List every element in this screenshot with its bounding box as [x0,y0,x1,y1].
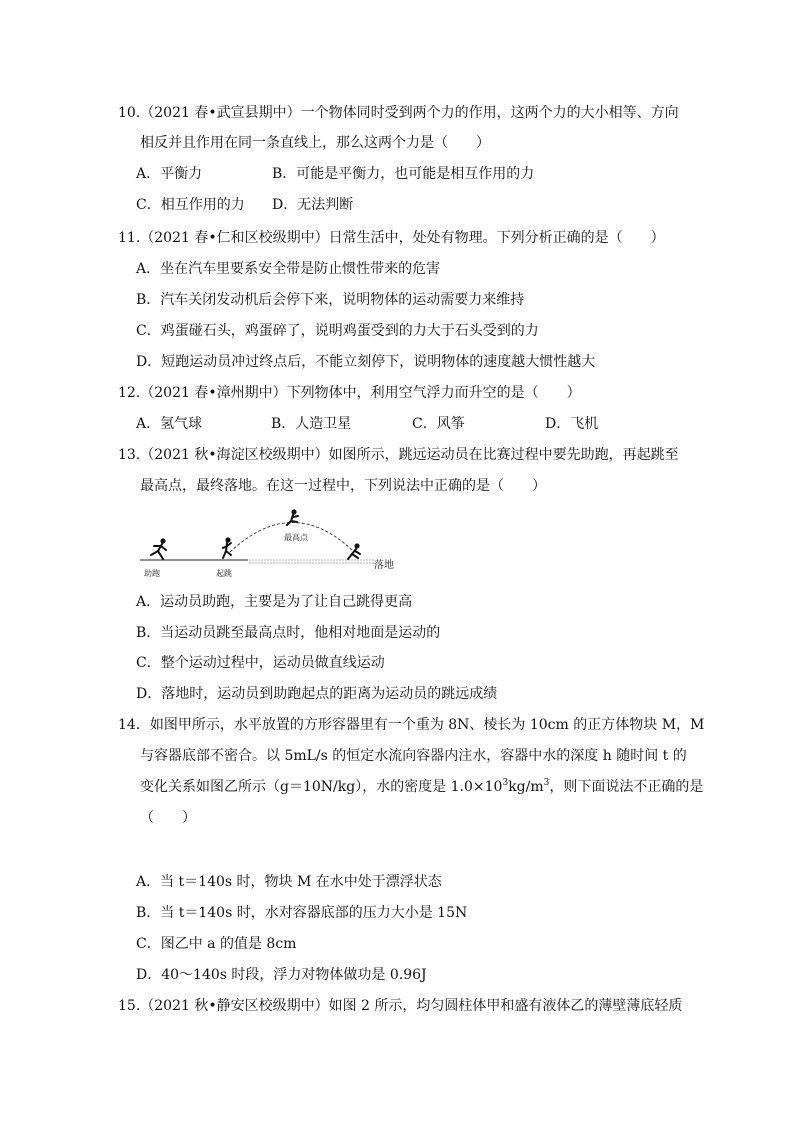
q14-line3-tail: ，则下面说法不正确的是 [549,779,704,795]
runner-figure [151,538,166,559]
q10-stem-line1: 10.（2021 春•武宣县期中）一个物体同时受到两个力的作用，这两个力的大小相等、方向 [118,105,679,121]
q12-option-a: A．氢气球 [136,416,203,432]
q11-option-c: C．鸡蛋碰石头，鸡蛋碎了，说明鸡蛋受到的力大于石头受到的力 [136,323,539,339]
q13-option-c: C．整个运动过程中，运动员做直线运动 [136,655,385,671]
label-jump: 起跳 [216,569,232,578]
q10-option-d: D．无法判断 [272,197,354,213]
q13-option-d: D．落地时，运动员到助跑起点的距离为运动员的跳远成绩 [136,686,498,702]
q11-option-a: A．坐在汽车里要系安全带是防止惯性带来的危害 [136,261,441,277]
q14-stem-line1: 14．如图甲所示，水平放置的方形容器里有一个重为 8N、棱长为 10cm 的正方体物块 M，M [118,717,705,733]
q14-option-d: D．40～140s 时段，浮力对物体做功是 0.96J [136,967,427,983]
q14-option-c: C．图乙中 a 的值是 8cm [136,936,297,952]
q14-stem-line4: （ ） [140,810,196,826]
long-jump-figure [138,502,404,582]
label-run: 助跑 [144,569,160,578]
q12-option-c: C．风筝 [412,416,465,432]
sand-pit [248,558,374,564]
q13-stem-line2: 最高点，最终落地。在这一过程中，下列说法中正确的是（ ） [140,478,546,494]
q13-option-a: A．运动员助跑，主要是为了让自己跳得更高 [136,594,413,610]
q15-stem-line1: 15.（2021 秋•静安区校级期中）如图 2 所示，均匀圆柱体甲和盛有液体乙的薄壁薄底轻质 [118,998,683,1014]
q14-option-a: A．当 t＝140s 时，物块 M 在水中处于漂浮状态 [136,874,442,890]
label-top: 最高点 [284,533,308,542]
q12-stem-line1: 12.（2021 春•漳州期中）下列物体中，利用空气浮力而升空的是（ ） [118,385,581,401]
q11-option-d: D．短跑运动员冲过终点后，不能立刻停下，说明物体的速度越大惯性越大 [136,354,596,370]
q14-exponent-2: 3 [543,778,550,788]
takeoff-figure [223,537,231,558]
q12-option-d: D．飞机 [545,416,599,432]
label-land: 落地 [374,560,394,571]
landing-figure [348,543,360,559]
q14-stem-line2: 与容器底部不密合。以 5mL/s 的恒定水流向容器内注水，容器中水的深度 h 随时间 t 的 [140,748,687,764]
q12-option-b: B．人造卫星 [271,416,352,432]
q14-option-b: B．当 t＝140s 时，水对容器底部的压力大小是 15N [136,905,468,921]
q13-option-b: B．当运动员跳至最高点时，他相对地面是运动的 [136,625,441,641]
q10-stem-line2: 相反并且作用在同一条直线上，那么这两个力是（ ） [140,135,490,151]
q14-exponent-1: 3 [502,778,509,788]
q13-stem-line1: 13.（2021 秋•海淀区校级期中）如图所示，跳远运动员在比赛过程中要先助跑，再起跳至 [118,447,679,463]
q11-option-b: B．汽车关闭发动机后会停下来，说明物体的运动需要力来维持 [136,292,525,308]
q11-stem-line1: 11.（2021 春•仁和区校级期中）日常生活中，处处有物理。下列分析正确的是（ ） [118,230,665,246]
q10-option-c: C．相互作用的力 [136,197,245,213]
q14-line3-text: 变化关系如图乙所示（g＝10N/kg），水的密度是 1.0×10 [140,779,503,795]
q10-option-a: A．平衡力 [136,166,203,182]
q10-option-b: B．可能是平衡力，也可能是相互作用的力 [272,166,535,182]
q14-line3-unit: kg/m [508,779,544,795]
q14-stem-line3 [140,777,703,797]
